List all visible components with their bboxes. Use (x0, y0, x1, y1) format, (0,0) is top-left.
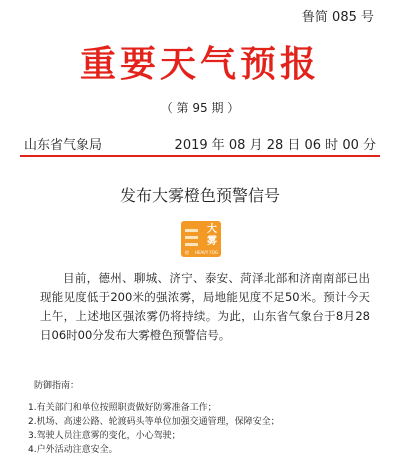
icon-char-big: 大 (207, 224, 217, 235)
heavy-fog-orange-icon (181, 221, 221, 257)
guide-item: 3.驾驶人员注意雾的变化，小心驾驶； (28, 431, 181, 441)
issue-datetime: 2019 年 08 月 28 日 06 时 00 分 (174, 137, 376, 153)
red-divider (20, 155, 380, 157)
defense-guide (28, 379, 280, 457)
main-title: 重要天气预报 (79, 43, 320, 85)
guide-item: 2.机场、高速公路、轮渡码头等单位加强交通管理，保障安全； (28, 417, 280, 427)
icon-small-label-left: 橙 (185, 250, 189, 255)
icon-fog-band (185, 229, 198, 232)
icon-fog-band (185, 236, 198, 239)
icon-fog-band (185, 243, 198, 246)
issuer-row (24, 133, 376, 153)
warning-body-text: 目前，德州、聊城、济宁、泰安、菏泽北部和济南南部已出现能见度低于200米的强浓雾，局地能见度不足50米。预计今天上午，上述地区强浓雾仍将持续。为此，山东省气象台于8月28日06时00分发布大雾橙色预警信号。 (40, 271, 370, 342)
issue-number: （ 第 95 期 ） (160, 101, 240, 115)
issuer-name: 山东省气象局 (24, 137, 103, 153)
guide-item: 4.户外活动注意安全。 (28, 445, 118, 455)
guide-heading: 防御指南： (34, 381, 80, 391)
icon-small-label-right: HEAVY FOG (194, 250, 218, 255)
signal-title: 发布大雾橙色预警信号 (119, 186, 280, 205)
document-code: 鲁简 085 号 (301, 10, 374, 25)
guide-item: 1.有关部门和单位按照职责做好防雾准备工作； (28, 403, 217, 413)
icon-char-fog: 雾 (207, 236, 217, 247)
